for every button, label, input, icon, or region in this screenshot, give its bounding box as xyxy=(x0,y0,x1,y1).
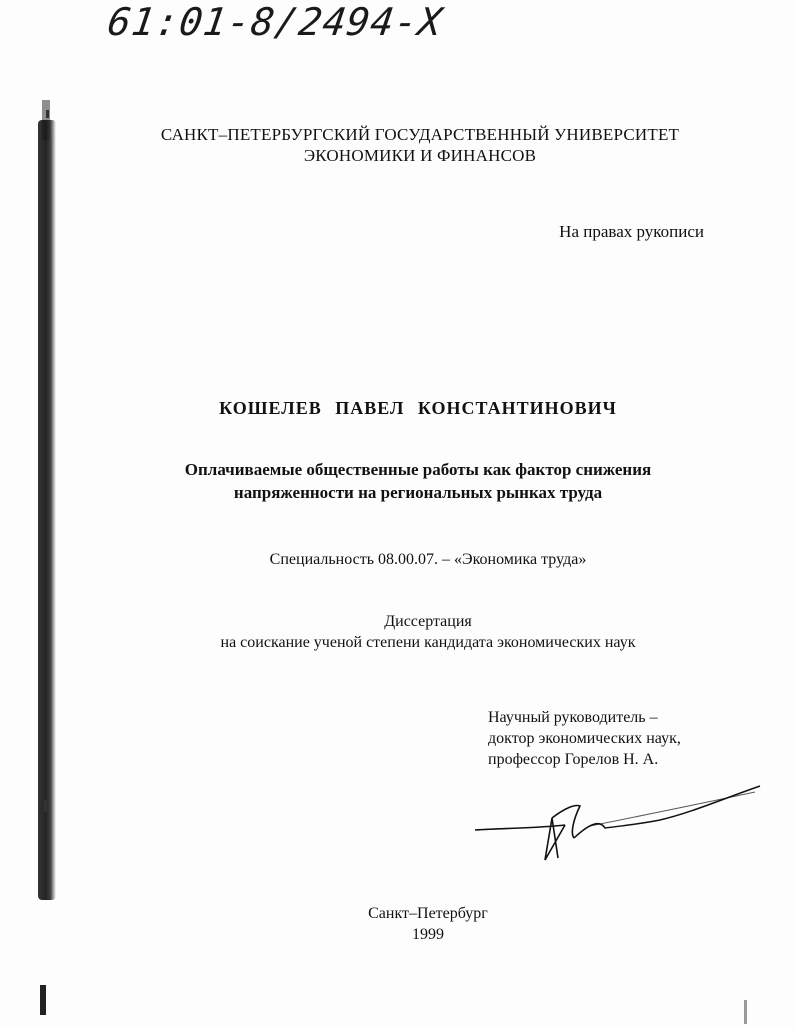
scan-binding-shadow xyxy=(38,120,56,900)
dissertation-line-2: на соискание ученой степени кандидата экономических наук xyxy=(220,634,636,651)
manuscript-rights-note: На правах рукописи xyxy=(559,222,704,241)
specialty-line: Специальность 08.00.07. – «Экономика труда» xyxy=(269,551,587,568)
dissertation-line-1: Диссертация xyxy=(384,613,472,630)
year: 1999 xyxy=(412,926,444,943)
city-and-year xyxy=(30,903,796,945)
supervisor-line-2: доктор экономических наук, xyxy=(488,730,681,747)
scan-binding-mark-bottom xyxy=(40,985,46,1015)
supervisor-line-3: профессор Горелов Н. А. xyxy=(488,751,659,768)
university-line-2: ЭКОНОМИКИ И ФИНАНСОВ xyxy=(303,146,537,165)
author-name: КОШЕЛЕВ ПАВЕЛ КОНСТАНТИНОВИЧ xyxy=(219,398,617,418)
scientific-supervisor xyxy=(488,707,681,770)
handwritten-signature xyxy=(470,778,770,868)
scan-speck xyxy=(44,800,47,812)
dissertation-type xyxy=(30,611,796,653)
title-line-1: Оплачиваемые общественные работы как фактор снижения xyxy=(184,460,652,479)
scan-speck xyxy=(46,110,49,118)
university-line-1: САНКТ–ПЕТЕРБУРГСКИЙ ГОСУДАРСТВЕННЫЙ УНИВЕРСИТЕТ xyxy=(160,125,680,144)
city: Санкт–Петербург xyxy=(368,905,488,922)
scan-speck xyxy=(744,1000,747,1024)
university-name xyxy=(70,124,770,166)
supervisor-line-1: Научный руководитель – xyxy=(488,709,658,726)
dissertation-title xyxy=(20,458,796,504)
handwritten-archive-code: 61:01-8/2494-X xyxy=(104,0,446,44)
title-line-2: напряженности на региональных рынках труда xyxy=(233,483,603,502)
